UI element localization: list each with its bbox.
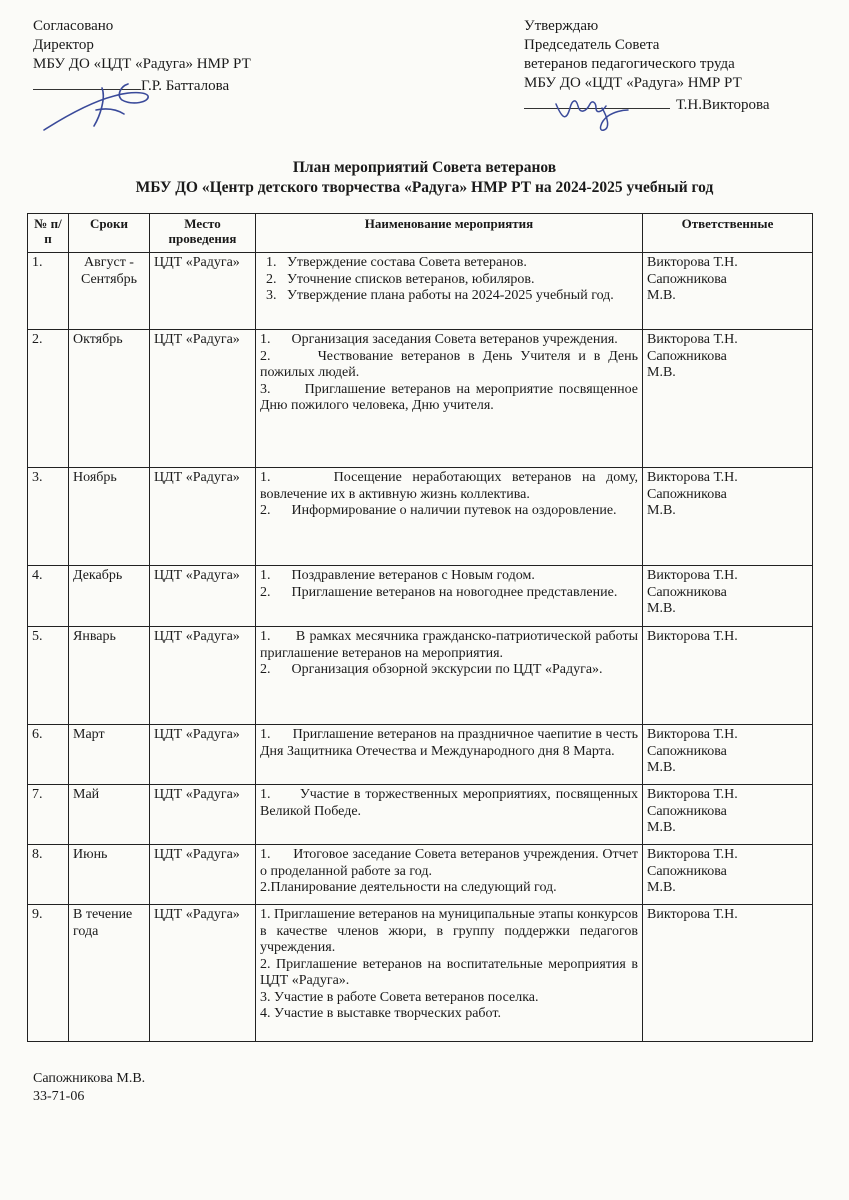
row-responsible: Викторова Т.Н. Сапожникова М.В. (643, 725, 813, 785)
table-row (28, 725, 813, 785)
header-place: Место проведения (150, 214, 256, 253)
approval-left-line: МБУ ДО «ЦДТ «Радуга» НМР РТ (33, 56, 251, 72)
events-table (27, 213, 813, 1042)
footer-contact (33, 1070, 145, 1106)
event-item: 2. Информирование о наличии путевок на оздоровление. (260, 503, 617, 518)
row-place: ЦДТ «Радуга» (150, 330, 256, 468)
approval-right-line: МБУ ДО «ЦДТ «Радуга» НМР РТ (524, 75, 742, 91)
event-item: 2. Уточнение списков ветеранов, юбиляров. (266, 271, 535, 287)
event-item: 1. В рамках месячника гражданско-патриотической работы приглашение ветеранов на мероприятия. (260, 629, 639, 661)
approval-right-line: Утверждаю (524, 18, 599, 34)
event-item: 2.Планирование деятельности на следующий год. (260, 880, 557, 895)
row-place: ЦДТ «Радуга» (150, 725, 256, 785)
row-num: 5. (28, 627, 69, 725)
row-events (256, 468, 643, 566)
row-responsible: Викторова Т.Н. Сапожникова М.В. (643, 253, 813, 330)
row-date: Май (69, 785, 150, 845)
row-events (256, 566, 643, 627)
row-place: ЦДТ «Радуга» (150, 627, 256, 725)
row-events (256, 253, 643, 330)
row-responsible: Викторова Т.Н. Сапожникова М.В. (643, 785, 813, 845)
header-resp: Ответственные (643, 214, 813, 253)
row-responsible: Викторова Т.Н. Сапожникова М.В. (643, 330, 813, 468)
table-row (28, 330, 813, 468)
row-num: 4. (28, 566, 69, 627)
row-events (256, 785, 643, 845)
approval-left-line: Директор (33, 37, 94, 53)
table-row (28, 905, 813, 1042)
event-item: 1. Итоговое заседание Совета ветеранов учреждения. Отчет о проделанной работе за год. (260, 847, 638, 879)
table-row (28, 845, 813, 905)
row-events (256, 330, 643, 468)
row-num: 7. (28, 785, 69, 845)
event-item: 3. Приглашение ветеранов на мероприятие посвященное Дню пожилого человека, Дню учителя. (260, 381, 638, 413)
table-row (28, 253, 813, 330)
row-num: 1. (28, 253, 69, 330)
row-events (256, 627, 643, 725)
row-date: Август - Сентябрь (69, 253, 150, 330)
event-item: 1. Приглашение ветеранов на праздничное чаепитие в честь Дня Защитника Отечества и Международного дня 8 Марта. (260, 727, 638, 759)
footer-name: Сапожникова М.В. (33, 1071, 146, 1086)
table-row (28, 468, 813, 566)
row-place: ЦДТ «Радуга» (150, 785, 256, 845)
event-item: 1. Посещение неработающих ветеранов на дому, вовлечение их в активную жизнь коллектива. (260, 470, 638, 502)
row-events (256, 905, 643, 1042)
row-events (256, 725, 643, 785)
event-item: 1. Поздравление ветеранов с Новым годом. (260, 568, 535, 583)
header-num: № п/п (28, 214, 69, 253)
row-events (256, 845, 643, 905)
row-responsible: Викторова Т.Н. Сапожникова М.В. (643, 566, 813, 627)
document-title (0, 158, 849, 198)
title-line-1: План мероприятий Совета ветеранов (292, 159, 557, 176)
row-responsible: Викторова Т.Н. Сапожникова М.В. (643, 845, 813, 905)
row-num: 3. (28, 468, 69, 566)
row-date: Октябрь (69, 330, 150, 468)
row-place: ЦДТ «Радуга» (150, 905, 256, 1042)
table-row (28, 566, 813, 627)
row-responsible: Викторова Т.Н. Сапожникова М.В. (643, 468, 813, 566)
row-num: 2. (28, 330, 69, 468)
row-responsible: Викторова Т.Н. (643, 905, 813, 1042)
row-date: Июнь (69, 845, 150, 905)
header-dates: Сроки (69, 214, 150, 253)
row-responsible: Викторова Т.Н. (643, 627, 813, 725)
director-signature-image (36, 76, 156, 138)
row-place: ЦДТ «Радуга» (150, 566, 256, 627)
row-num: 9. (28, 905, 69, 1042)
event-item: 1. Организация заседания Совета ветеранов учреждения. (260, 332, 618, 347)
row-date: Март (69, 725, 150, 785)
event-item: 2. Приглашение ветеранов на новогоднее представление. (260, 584, 618, 600)
approval-right-line: Председатель Совета (524, 37, 660, 53)
row-date: Декабрь (69, 566, 150, 627)
header-name: Наименование мероприятия (256, 214, 643, 253)
event-item: 4. Участие в выставке творческих работ. (260, 1006, 501, 1021)
event-item: 1. Утверждение состава Совета ветеранов. (266, 255, 527, 270)
event-item: 1. Приглашение ветеранов на муниципальные этапы конкурсов в качестве членов жюри, в группу поддержки педагогов учреждения. (260, 907, 638, 955)
row-date: Январь (69, 627, 150, 725)
event-item: 2. Чествование ветеранов в День Учителя и в День пожилых людей. (260, 348, 639, 380)
event-item: 1. Участие в торжественных мероприятиях, посвященных Великой Победе. (260, 787, 638, 819)
row-place: ЦДТ «Радуга» (150, 253, 256, 330)
row-place: ЦДТ «Радуга» (150, 468, 256, 566)
footer-phone: 33-71-06 (33, 1089, 85, 1104)
row-date: В течение года (69, 905, 150, 1042)
table-header-row (28, 214, 813, 253)
event-item: 3. Утверждение плана работы на 2024-2025 учебный год. (266, 288, 614, 303)
table-row (28, 627, 813, 725)
row-num: 6. (28, 725, 69, 785)
approval-left-signature-name: Г.Р. Батталова (141, 78, 230, 94)
row-place: ЦДТ «Радуга» (150, 845, 256, 905)
row-num: 8. (28, 845, 69, 905)
approval-left-line: Согласовано (33, 18, 114, 34)
event-item: 2. Организация обзорной экскурсии по ЦДТ «Радуга». (260, 662, 603, 677)
title-line-2: МБУ ДО «Центр детского творчества «Радуга» НМР РТ на 2024-2025 учебный год (135, 179, 714, 196)
row-date: Ноябрь (69, 468, 150, 566)
chairman-signature-image (552, 88, 632, 134)
table-row (28, 785, 813, 845)
approval-right-signature-name: Т.Н.Викторова (676, 97, 770, 113)
event-item: 3. Участие в работе Совета ветеранов поселка. (260, 989, 539, 1005)
event-item: 2. Приглашение ветеранов на воспитательные мероприятия в ЦДТ «Радуга». (260, 956, 638, 988)
approval-right-line: ветеранов педагогического труда (524, 56, 735, 72)
